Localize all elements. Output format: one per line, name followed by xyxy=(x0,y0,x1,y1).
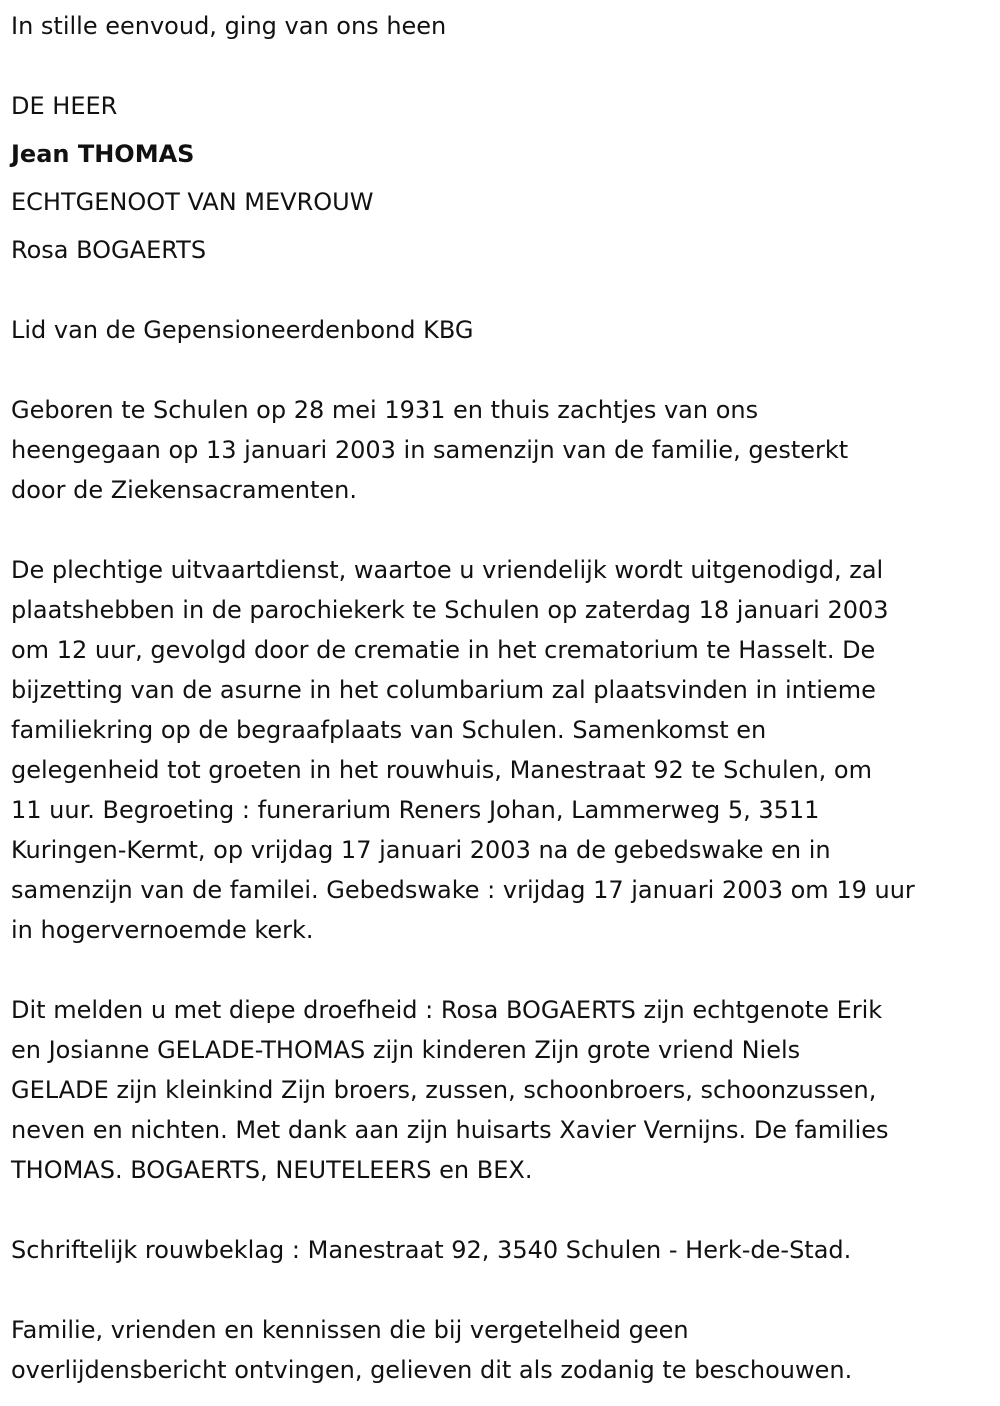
honorific: DE HEER xyxy=(11,92,118,120)
condolences-paragraph xyxy=(11,1230,993,1270)
paragraph-line: overlijdensbericht ontvingen, gelieven dit als zodanig te beschouwen. xyxy=(11,1356,853,1384)
paragraph-line: Familie, vrienden en kennissen die bij vergetelheid geen xyxy=(11,1316,689,1344)
paragraph-line: De plechtige uitvaartdienst, waartoe u vriendelijk wordt uitgenodigd, zal xyxy=(11,556,884,584)
family-paragraph xyxy=(11,990,993,1190)
spouse-name: Rosa BOGAERTS xyxy=(11,236,207,264)
paragraph-line: Kuringen-Kermt, op vrijdag 17 januari 2003 na de gebedswake en in xyxy=(11,836,831,864)
paragraph-line: Geboren te Schulen op 28 mei 1931 en thuis zachtjes van ons xyxy=(11,396,759,424)
deceased-name: Jean THOMAS xyxy=(11,140,195,168)
paragraph-line: bijzetting van de asurne in het columbarium zal plaatsvinden in intieme xyxy=(11,676,876,704)
paragraph-line: neven en nichten. Met dank aan zijn huisarts Xavier Vernijns. De families xyxy=(11,1116,889,1144)
membership: Lid van de Gepensioneerdenbond KBG xyxy=(11,316,474,344)
paragraph-line: plaatshebben in de parochiekerk te Schulen op zaterdag 18 januari 2003 xyxy=(11,596,889,624)
paragraph-line: om 12 uur, gevolgd door de crematie in het crematorium te Hasselt. De xyxy=(11,636,876,664)
death-notice xyxy=(11,6,993,1390)
paragraph-line: Dit melden u met diepe droefheid : Rosa BOGAERTS zijn echtgenote Erik xyxy=(11,996,883,1024)
paragraph-line: door de Ziekensacramenten. xyxy=(11,476,357,504)
intro-line: In stille eenvoud, ging van ons heen xyxy=(11,12,447,40)
paragraph-line: familiekring op de begraafplaats van Schulen. Samenkomst en xyxy=(11,716,767,744)
paragraph-line: gelegenheid tot groeten in het rouwhuis, Manestraat 92 te Schulen, om xyxy=(11,756,872,784)
paragraph-line: samenzijn van de familei. Gebedswake : vrijdag 17 januari 2003 om 19 uur xyxy=(11,876,915,904)
paragraph-line: THOMAS. BOGAERTS, NEUTELEERS en BEX. xyxy=(11,1156,533,1184)
birth-death-paragraph xyxy=(11,390,993,510)
paragraph-line: heengegaan op 13 januari 2003 in samenzijn van de familie, gesterkt xyxy=(11,436,849,464)
paragraph-line: GELADE zijn kleinkind Zijn broers, zussen, schoonbroers, schoonzussen, xyxy=(11,1076,877,1104)
paragraph-line: en Josianne GELADE-THOMAS zijn kinderen Zijn grote vriend Niels xyxy=(11,1036,801,1064)
spouse-label: ECHTGENOOT VAN MEVROUW xyxy=(11,188,374,216)
closing-paragraph xyxy=(11,1310,993,1390)
paragraph-line: in hogervernoemde kerk. xyxy=(11,916,314,944)
paragraph-line: Schriftelijk rouwbeklag : Manestraat 92, 3540 Schulen - Herk-de-Stad. xyxy=(11,1236,852,1264)
ceremony-paragraph xyxy=(11,550,993,950)
paragraph-line: 11 uur. Begroeting : funerarium Reners Johan, Lammerweg 5, 3511 xyxy=(11,796,820,824)
